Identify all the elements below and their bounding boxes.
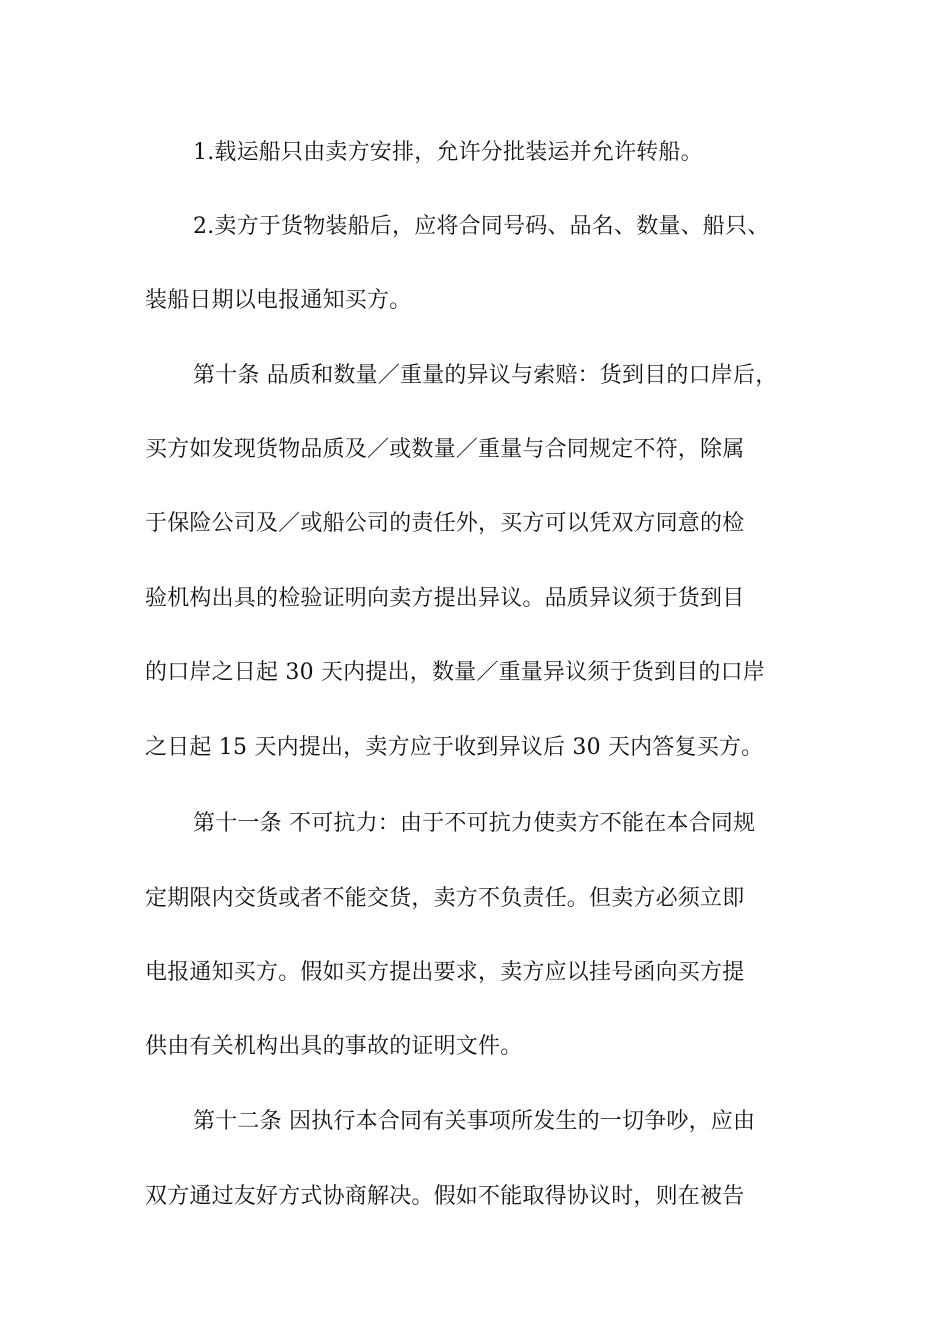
paragraph-line: 电报通知买方。假如买方提出要求，卖方应以挂号函向买方提 [145, 960, 745, 985]
paragraph-line: 2.卖方于货物装船后，应将合同号码、品名、数量、船只、 [193, 214, 770, 239]
paragraph-line: 双方通过友好方式协商解决。假如不能取得协议时，则在被告 [145, 1184, 745, 1209]
paragraph-line: 之日起 15 天内提出，卖方应于收到异议后 30 天内答复买方。 [145, 735, 764, 760]
paragraph-line: 的口岸之日起 30 天内提出，数量／重量异议须于货到目的口岸 [145, 660, 765, 685]
paragraph-line: 第十条 品质和数量／重量的异议与索赔：货到目的口岸后， [193, 363, 778, 388]
paragraph-line: 于保险公司及／或船公司的责任外，买方可以凭双方同意的检 [145, 511, 745, 536]
paragraph-line: 验机构出具的检验证明向卖方提出异议。品质异议须于货到目 [145, 586, 745, 611]
paragraph-line: 供由有关机构出具的事故的证明文件。 [145, 1034, 523, 1059]
paragraph-line: 装船日期以电报通知买方。 [145, 288, 412, 313]
paragraph-line: 1.载运船只由卖方安排，允许分批装运并允许转船。 [193, 140, 703, 165]
paragraph-line: 第十一条 不可抗力：由于不可抗力使卖方不能在本合同规 [193, 811, 756, 836]
paragraph-line: 第十二条 因执行本合同有关事项所发生的一切争吵，应由 [193, 1109, 756, 1134]
paragraph-line: 定期限内交货或者不能交货，卖方不负责任。但卖方必须立即 [145, 886, 745, 911]
paragraph-line: 买方如发现货物品质及／或数量／重量与合同规定不符，除属 [145, 437, 745, 462]
